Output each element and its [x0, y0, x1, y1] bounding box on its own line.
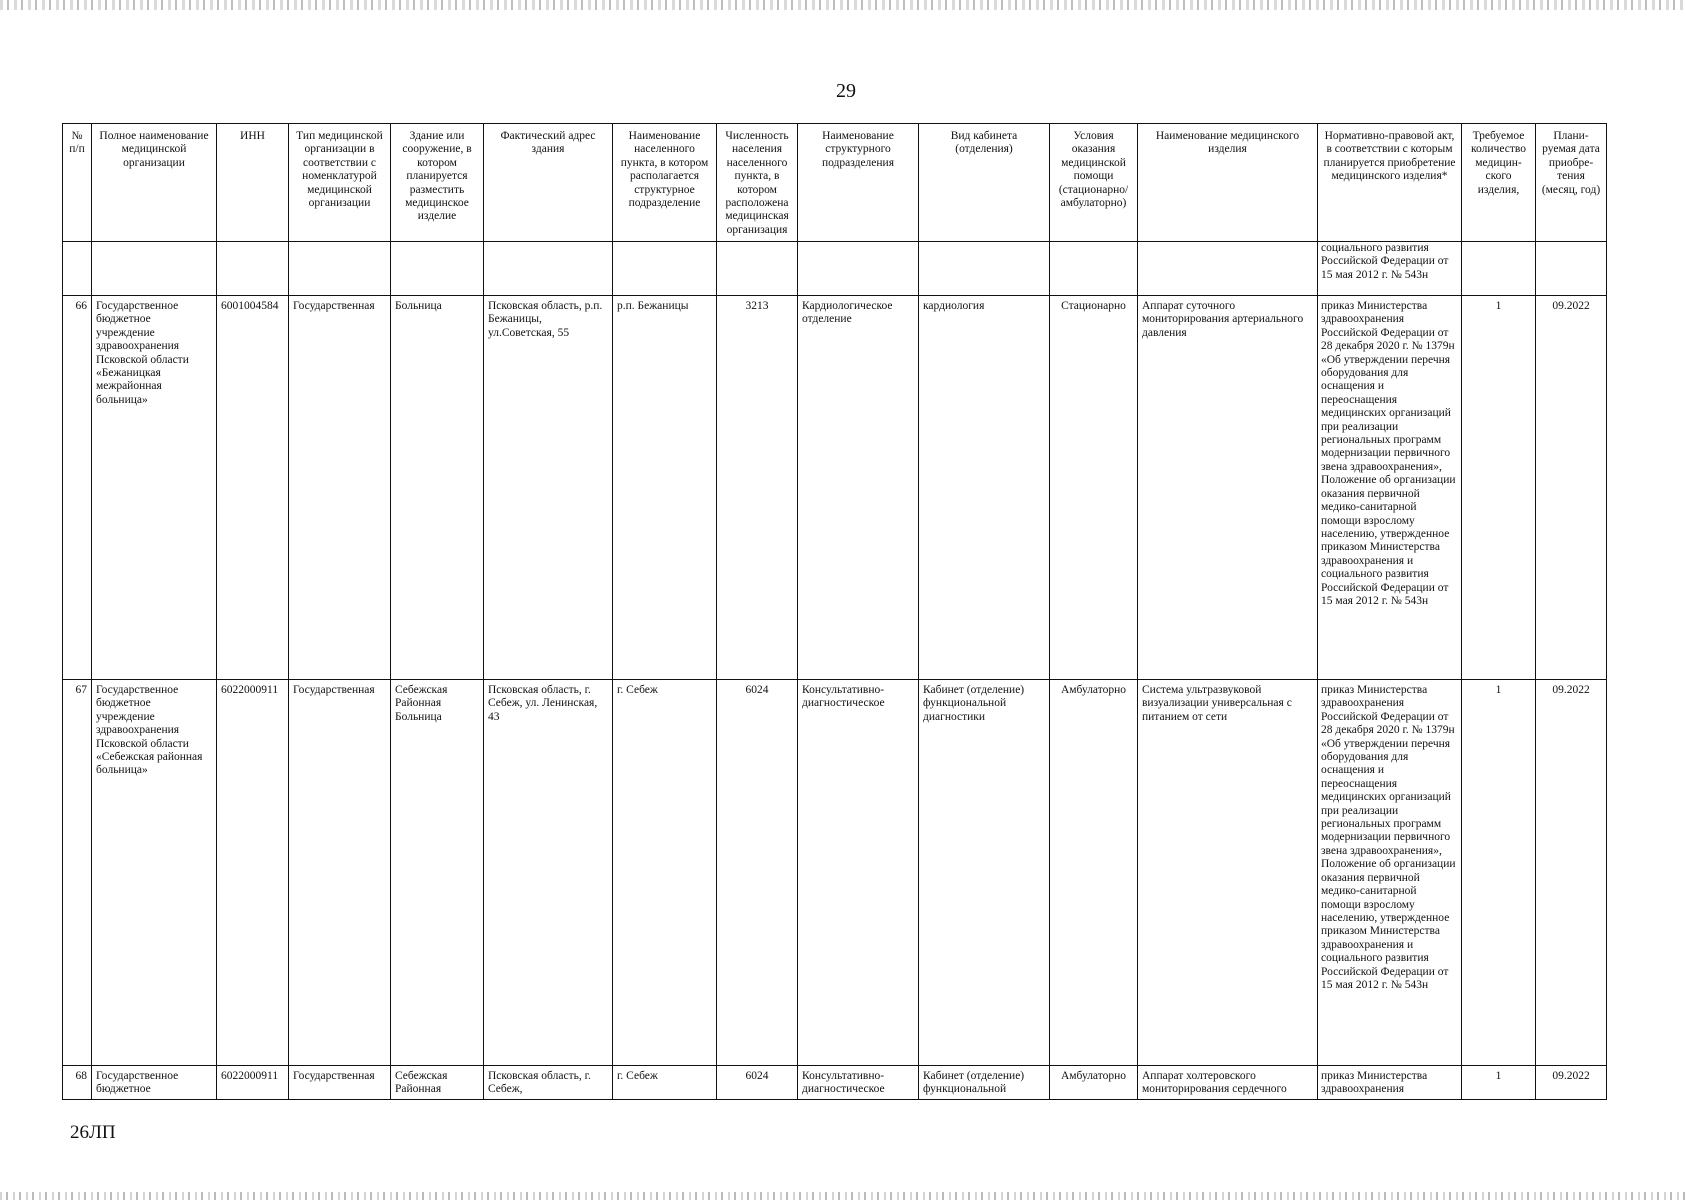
device-name: Аппарат холтеровского мониторирования сердечного: [1138, 1066, 1318, 1100]
header-cell: Полное наименование медицинской организации: [92, 124, 217, 242]
planned-date: 09.2022: [1536, 1066, 1607, 1100]
header-cell: № п/п: [63, 124, 92, 242]
header-cell: Требуемое количество медицин-ского изделия,: [1462, 124, 1536, 242]
care-conditions: Амбулаторно: [1050, 680, 1138, 1066]
header-cell: Фактический адрес здания: [484, 124, 613, 242]
table-header-row: [63, 124, 1607, 242]
row-number: 66: [63, 296, 92, 680]
locality-name: р.п. Бежаницы: [613, 296, 717, 680]
structural-unit: Консультативно-диагностическое: [798, 680, 919, 1066]
required-quantity: 1: [1462, 680, 1536, 1066]
header-cell: Вид кабинета (отделения): [919, 124, 1050, 242]
organization-name: Государственное бюджетное учреждение здравоохранения Псковской области «Себежская районная больница»: [92, 680, 217, 1066]
care-conditions: Стационарно: [1050, 296, 1138, 680]
population-value: 6024: [717, 1066, 798, 1100]
table-row: [63, 680, 1607, 1066]
population-value: 3213: [717, 296, 798, 680]
header-cell: Наименование структурного подразделения: [798, 124, 919, 242]
legal-act: приказ Министерства здравоохранения Российской Федерации от 28 декабря 2020 г. № 1379н «Об утверждении перечня оборудования для оснащения и переоснащения медицинских организаций при реализации региональных программ модернизации первичного звена здравоохранения», Положение об организации оказания первичной медико-санитарной помощи взрослому населению, утвержденное приказом Министерства здравоохранения и социального развития Российской Федерации от 15 мая 2012 г. № 543н: [1318, 296, 1462, 680]
building-name: Себежская Районная Больница: [391, 680, 484, 1066]
organization-type: Государственная: [289, 680, 391, 1066]
equipment-register-table: [62, 123, 1607, 1100]
cabinet-type: кардиология: [919, 296, 1050, 680]
inn-value: 6022000911: [217, 1066, 289, 1100]
continuation-row: [63, 242, 1607, 296]
page-number: 29: [836, 80, 856, 102]
organization-type: Государственная: [289, 1066, 391, 1100]
building-address: Псковская область, г. Себеж,: [484, 1066, 613, 1100]
scan-edge-bottom: [0, 1192, 1686, 1200]
building-address: Псковская область, р.п. Бежаницы, ул.Советская, 55: [484, 296, 613, 680]
required-quantity: 1: [1462, 296, 1536, 680]
required-quantity: 1: [1462, 1066, 1536, 1100]
locality-name: г. Себеж: [613, 680, 717, 1066]
legal-act: приказ Министерства здравоохранения: [1318, 1066, 1462, 1100]
row-number: 67: [63, 680, 92, 1066]
planned-date: 09.2022: [1536, 680, 1607, 1066]
header-cell: ИНН: [217, 124, 289, 242]
legal-act: приказ Министерства здравоохранения Российской Федерации от 28 декабря 2020 г. № 1379н «Об утверждении перечня оборудования для оснащения и переоснащения медицинских организаций при реализации региональных программ модернизации первичного звена здравоохранения», Положение об организации оказания первичной медико-санитарной помощи взрослому населению, утвержденное приказом Министерства здравоохранения и социального развития Российской Федерации от 15 мая 2012 г. № 543н: [1318, 680, 1462, 1066]
organization-type: Государственная: [289, 296, 391, 680]
structural-unit: Кардиологическое отделение: [798, 296, 919, 680]
row-number: 68: [63, 1066, 92, 1100]
device-name: Система ультразвуковой визуализации универсальная с питанием от сети: [1138, 680, 1318, 1066]
population-value: 6024: [717, 680, 798, 1066]
table-row: [63, 1066, 1607, 1100]
header-cell: Плани-руемая дата приобре-тения (месяц, год): [1536, 124, 1607, 242]
locality-name: г. Себеж: [613, 1066, 717, 1100]
scan-edge-top: [0, 0, 1686, 10]
building-name: Больница: [391, 296, 484, 680]
document-code: 26ЛП: [70, 1122, 116, 1143]
organization-name: Государственное бюджетное учреждение здравоохранения Псковской области «Бежаницкая межрайонная больница»: [92, 296, 217, 680]
header-cell: Наименование медицинского изделия: [1138, 124, 1318, 242]
continuation-act-cell: социального развития Российской Федерации от 15 мая 2012 г. № 543н: [1318, 242, 1462, 296]
organization-name: Государственное бюджетное: [92, 1066, 217, 1100]
cabinet-type: Кабинет (отделение) функциональной диагностики: [919, 680, 1050, 1066]
header-cell: Численность населения населенного пункта, в котором расположена медицинская организация: [717, 124, 798, 242]
planned-date: 09.2022: [1536, 296, 1607, 680]
header-cell: Тип медицинской организации в соответствии с номенклатурой медицинской организации: [289, 124, 391, 242]
header-cell: Нормативно-правовой акт, в соответствии с которым планируется приобретение медицинского изделия*: [1318, 124, 1462, 242]
cabinet-type: Кабинет (отделение) функциональной: [919, 1066, 1050, 1100]
care-conditions: Амбулаторно: [1050, 1066, 1138, 1100]
header-cell: Условия оказания медицинской помощи (стационарно/ амбулаторно): [1050, 124, 1138, 242]
inn-value: 6001004584: [217, 296, 289, 680]
header-cell: Наименование населенного пункта, в котором располагается структурное подразделение: [613, 124, 717, 242]
building-name: Себежская Районная: [391, 1066, 484, 1100]
table-row: [63, 296, 1607, 680]
header-cell: Здание или сооружение, в котором планируется разместить медицинское изделие: [391, 124, 484, 242]
device-name: Аппарат суточного мониторирования артериального давления: [1138, 296, 1318, 680]
inn-value: 6022000911: [217, 680, 289, 1066]
structural-unit: Консультативно-диагностическое: [798, 1066, 919, 1100]
building-address: Псковская область, г. Себеж, ул. Ленинская, 43: [484, 680, 613, 1066]
